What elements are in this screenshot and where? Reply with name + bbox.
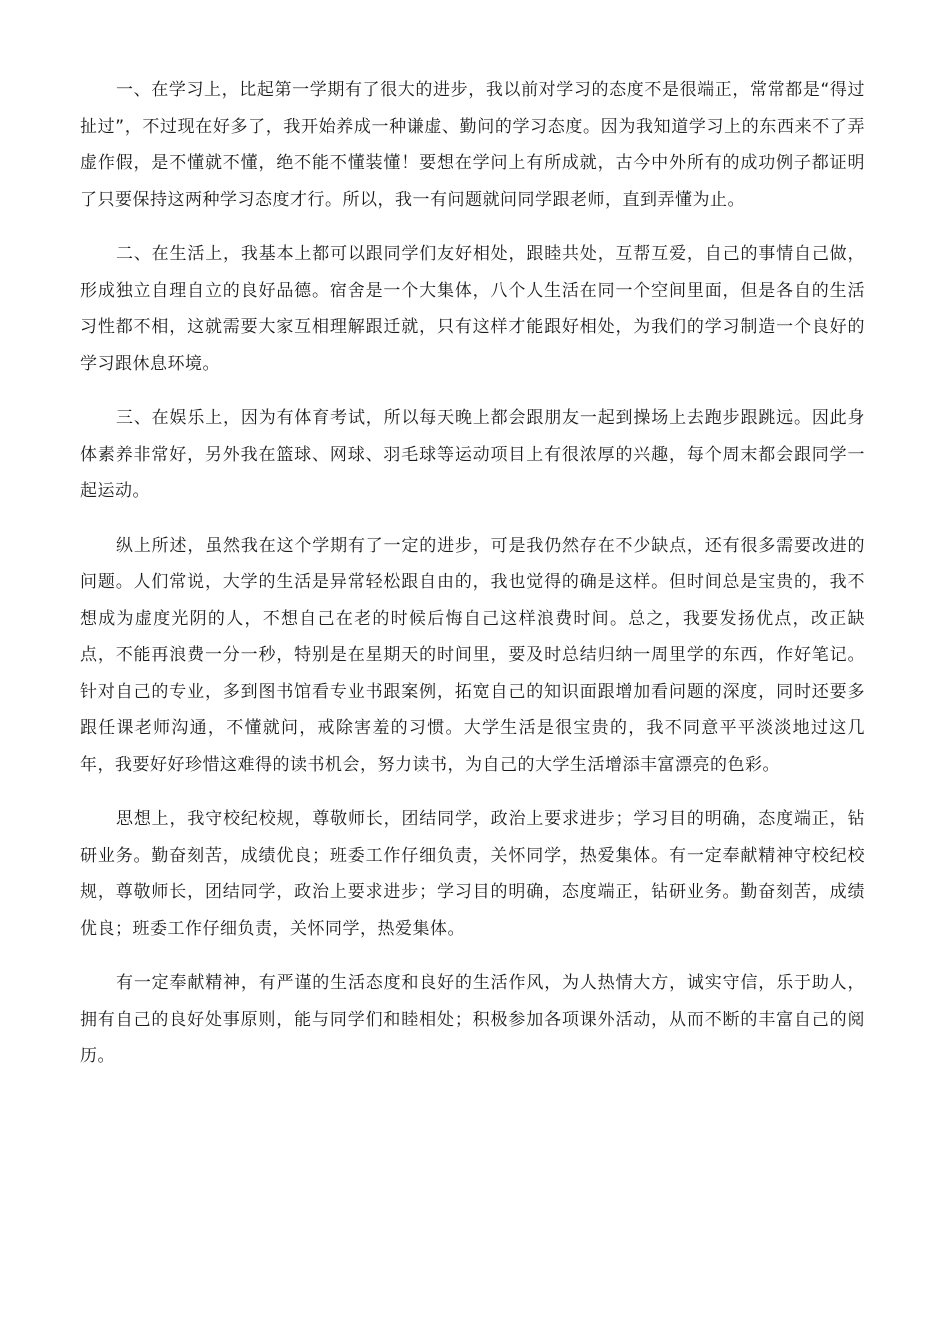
paragraph-dedication: 有一定奉献精神，有严谨的生活态度和良好的生活作风，为人热情大方，诚实守信，乐于助人，拥有自己的良好处事原则，能与同学们和睦相处；积极参加各项课外活动，从而不断的丰富自己的阅历。 <box>80 973 865 1066</box>
paragraph-summary: 纵上所述，虽然我在这个学期有了一定的进步，可是我仍然存在不少缺点，还有很多需要改进的问题。人们常说，大学的生活是异常轻松跟自由的，我也觉得的确是这样。但时间总是宝贵的，我不想成为虚度光阴的人，不想自己在老的时候后悔自己这样浪费时间。总之，我要发扬优点，改正缺点，不能再浪费一分一秒，特别是在星期天的时间里，要及时总结归纳一周里学的东西，作好笔记。针对自己的专业，多到图书馆看专业书跟案例，拓宽自己的知识面跟增加看问题的深度，同时还要多跟任课老师沟通，不懂就问，戒除害羞的习惯。大学生活是很宝贵的，我不同意平平淡淡地过这几年，我要好好珍惜这难得的读书机会，努力读书，为自己的大学生活增添丰富漂亮的色彩。 <box>80 535 865 775</box>
paragraph-study: 一、在学习上，比起第一学期有了很大的进步，我以前对学习的态度不是很端正，常常都是“得过扯过”，不过现在好多了，我开始养成一种谦虚、勤问的学习态度。因为我知道学习上的东西来不了弄虚作假，是不懂就不懂，绝不能不懂装懂！要想在学问上有所成就，古今中外所有的成功例子都证明了只要保持这两种学习态度才行。所以，我一有问题就问同学跟老师，直到弄懂为止。 <box>80 80 865 210</box>
paragraph-life: 二、在生活上，我基本上都可以跟同学们友好相处，跟睦共处，互帮互爱，自己的事情自己做，形成独立自理自立的良好品德。宿舍是一个大集体，八个人生活在同一个空间里面，但是各自的生活习性都不相，这就需要大家互相理解跟迁就，只有这样才能跟好相处，为我们的学习制造一个良好的学习跟休息环境。 <box>80 244 865 374</box>
document-body <box>80 72 865 1093</box>
paragraph-ideology: 思想上，我守校纪校规，尊敬师长，团结同学，政治上要求进步；学习目的明确，态度端正，钻研业务。勤奋刻苦，成绩优良；班委工作仔细负责，关怀同学，热爱集体。有一定奉献精神守校纪校规，尊敬师长，团结同学，政治上要求进步；学习目的明确，态度端正，钻研业务。勤奋刻苦，成绩优良；班委工作仔细负责，关怀同学，热爱集体。 <box>80 809 865 939</box>
paragraph-recreation: 三、在娱乐上，因为有体育考试，所以每天晚上都会跟朋友一起到操场上去跑步跟跳远。因此身体素养非常好，另外我在篮球、网球、羽毛球等运动项目上有很浓厚的兴趣，每个周末都会跟同学一起运动。 <box>80 408 865 501</box>
